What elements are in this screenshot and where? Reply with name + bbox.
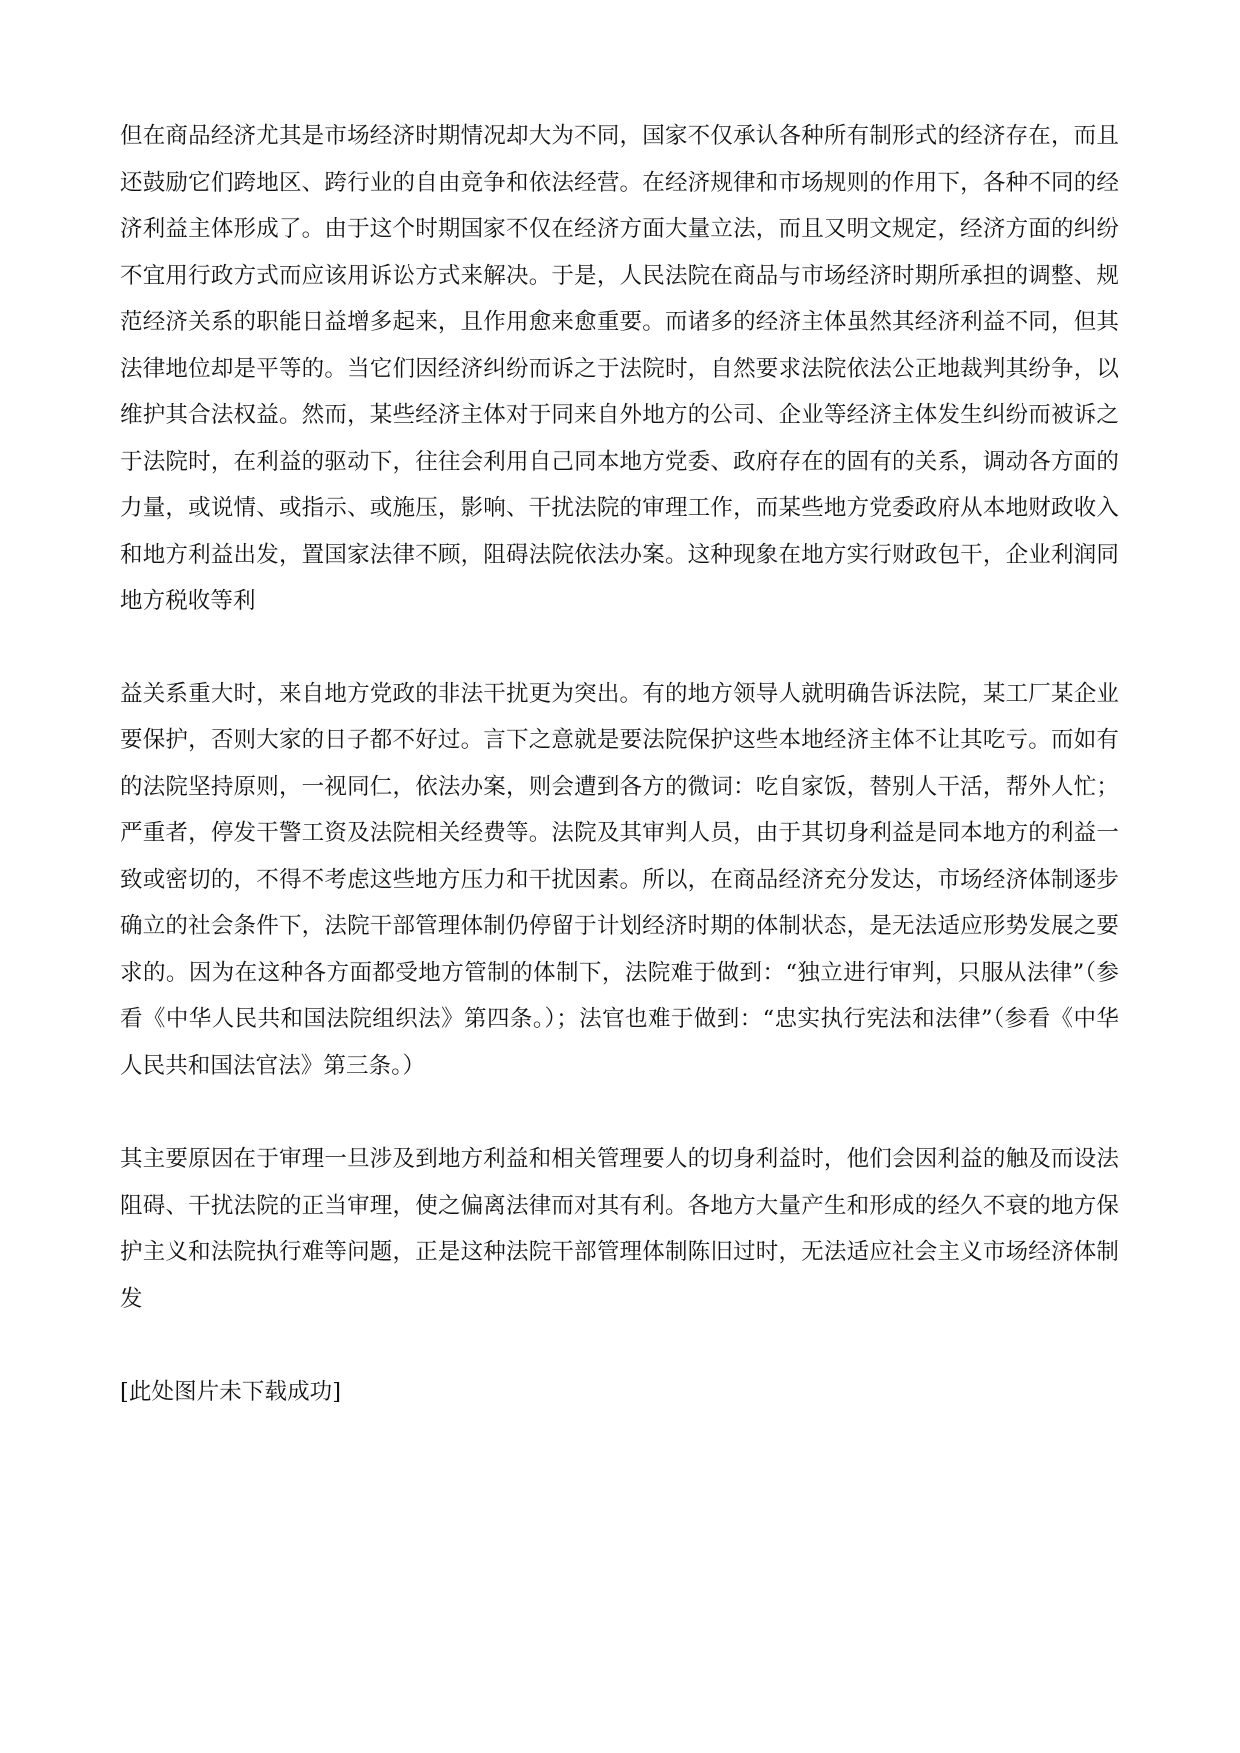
paragraph-2: 益关系重大时，来自地方党政的非法干扰更为突出。有的地方领导人就明确告诉法院，某工厂某企业要保护，否则大家的日子都不好过。言下之意就是要法院保护这些本地经济主体不让其吃亏。而如有的法院坚持原则，一视同仁，依法办案，则会遭到各方的微词：吃自家饭，替别人干活，帮外人忙；严重者，停发干警工资及法院相关经费等。法院及其审判人员，由于其切身利益是同本地方的利益一致或密切的，不得不考虑这些地方压力和干扰因素。所以，在商品经济充分发达，市场经济体制逐步确立的社会条件下，法院干部管理体制仍停留于计划经济时期的体制状态，是无法适应形势发展之要求的。因为在这种各方面都受地方管制的体制下，法院难于做到：“独立进行审判，只服从法律”（参看《中华人民共和国法院组织法》第四条。）；法官也难于做到：“忠实执行宪法和法律”（参看《中华人民共和国法官法》第三条。） bbox=[120, 680, 1119, 1079]
paragraph-1: 但在商品经济尤其是市场经济时期情况却大为不同，国家不仅承认各种所有制形式的经济存在，而且还鼓励它们跨地区、跨行业的自由竞争和依法经营。在经济规律和市场规则的作用下，各种不同的经济利益主体形成了。由于这个时期国家不仅在经济方面大量立法，而且又明文规定，经济方面的纠纷不宜用行政方式而应该用诉讼方式来解决。于是，人民法院在商品与市场经济时期所承担的调整、规范经济关系的职能日益增多起来，且作用愈来愈重要。而诸多的经济主体虽然其经济利益不同，但其法律地位却是平等的。当它们因经济纠纷而诉之于法院时，自然要求法院依法公正地裁判其纷争，以维护其合法权益。然而，某些经济主体对于同来自外地方的公司、企业等经济主体发生纠纷而被诉之于法院时，在利益的驱动下，往往会利用自己同本地方党委、政府存在的固有的关系，调动各方面的力量，或说情、或指示、或施压，影响、干扰法院的审理工作，而某些地方党委政府从本地财政收入和地方利益出发，置国家法律不顾，阻碍法院依法办案。这种现象在地方实行财政包干，企业利润同地方税收等利 bbox=[120, 123, 1119, 614]
paragraph-3: 其主要原因在于审理一旦涉及到地方利益和相关管理要人的切身利益时，他们会因利益的触及而设法阻碍、干扰法院的正当审理，使之偏离法律而对其有利。各地方大量产生和形成的经久不衰的地方保护主义和法院执行难等问题，正是这种法院干部管理体制陈旧过时，无法适应社会主义市场经济体制发 bbox=[120, 1146, 1119, 1312]
image-placeholder-note: [此处图片未下载成功] bbox=[120, 1379, 342, 1405]
document-page bbox=[120, 113, 1119, 1416]
